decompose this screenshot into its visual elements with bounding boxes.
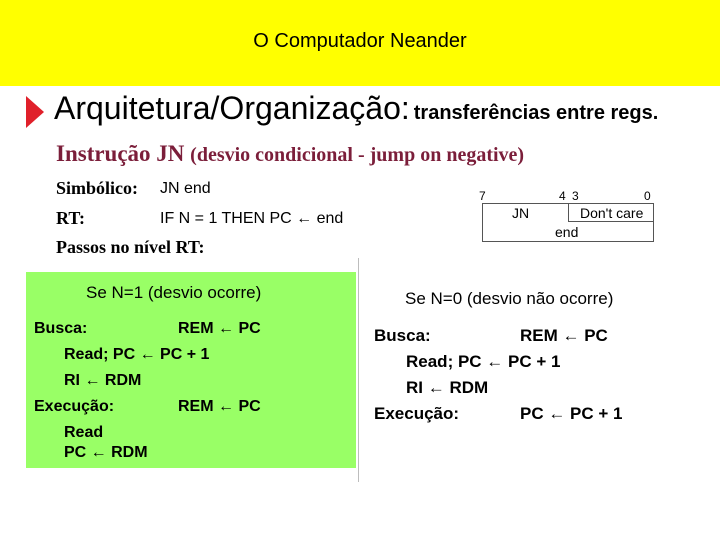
left-panel-title: Se N=1 (desvio ocorre) [86,283,262,302]
instruction-description: (desvio condicional - jump on negative) [190,144,525,166]
left-busca-label: Busca: [34,320,88,337]
rt-value: IF N = 1 THEN PC ← end [160,210,344,227]
bullet-arrow-icon [26,96,44,128]
instruction-heading [56,141,524,167]
right-exec-step-1: PC ← PC + 1 [520,404,623,423]
slide-title: O Computador Neander [253,30,467,52]
format-divider-horizontal [568,221,654,222]
format-divider-vertical [568,203,569,222]
right-exec-label: Execução: [374,404,460,423]
rt-label: RT: [56,208,86,228]
main-heading-subtitle: transferências entre regs. [413,102,659,124]
right-busca-label: Busca: [374,326,431,345]
left-busca-step-2: Read; PC ← PC + 1 [64,346,210,363]
bit-index-4: 4 [559,189,566,203]
format-operand: end [555,224,579,240]
right-panel-title: Se N=0 (desvio não ocorre) [405,289,614,308]
right-busca-step-1: REM ← PC [520,326,608,345]
passos-label: Passos no nível RT: [56,237,205,257]
simbolico-value: JN end [160,180,211,197]
left-exec-step-2: Read [64,424,104,441]
format-opcode: JN [512,205,530,221]
instruction-title: Instrução JN [56,141,185,166]
left-busca-step-3: RI ← RDM [64,372,142,389]
left-exec-step-3: PC ← RDM [64,444,148,461]
bit-index-7: 7 [479,189,486,203]
bit-index-3: 3 [572,189,579,203]
main-heading [54,90,658,127]
bit-index-0: 0 [644,189,651,203]
left-exec-step-1: REM ← PC [178,398,261,415]
format-dont-care: Don't care [580,205,644,221]
right-busca-step-3: RI ← RDM [406,378,489,397]
main-heading-text: Arquitetura/Organização: [54,90,410,126]
panel-divider [358,258,359,482]
left-busca-step-1: REM ← PC [178,320,261,337]
simbolico-label: Simbólico: [56,178,139,198]
right-busca-step-2: Read; PC ← PC + 1 [406,352,561,371]
left-exec-label: Execução: [34,398,115,415]
